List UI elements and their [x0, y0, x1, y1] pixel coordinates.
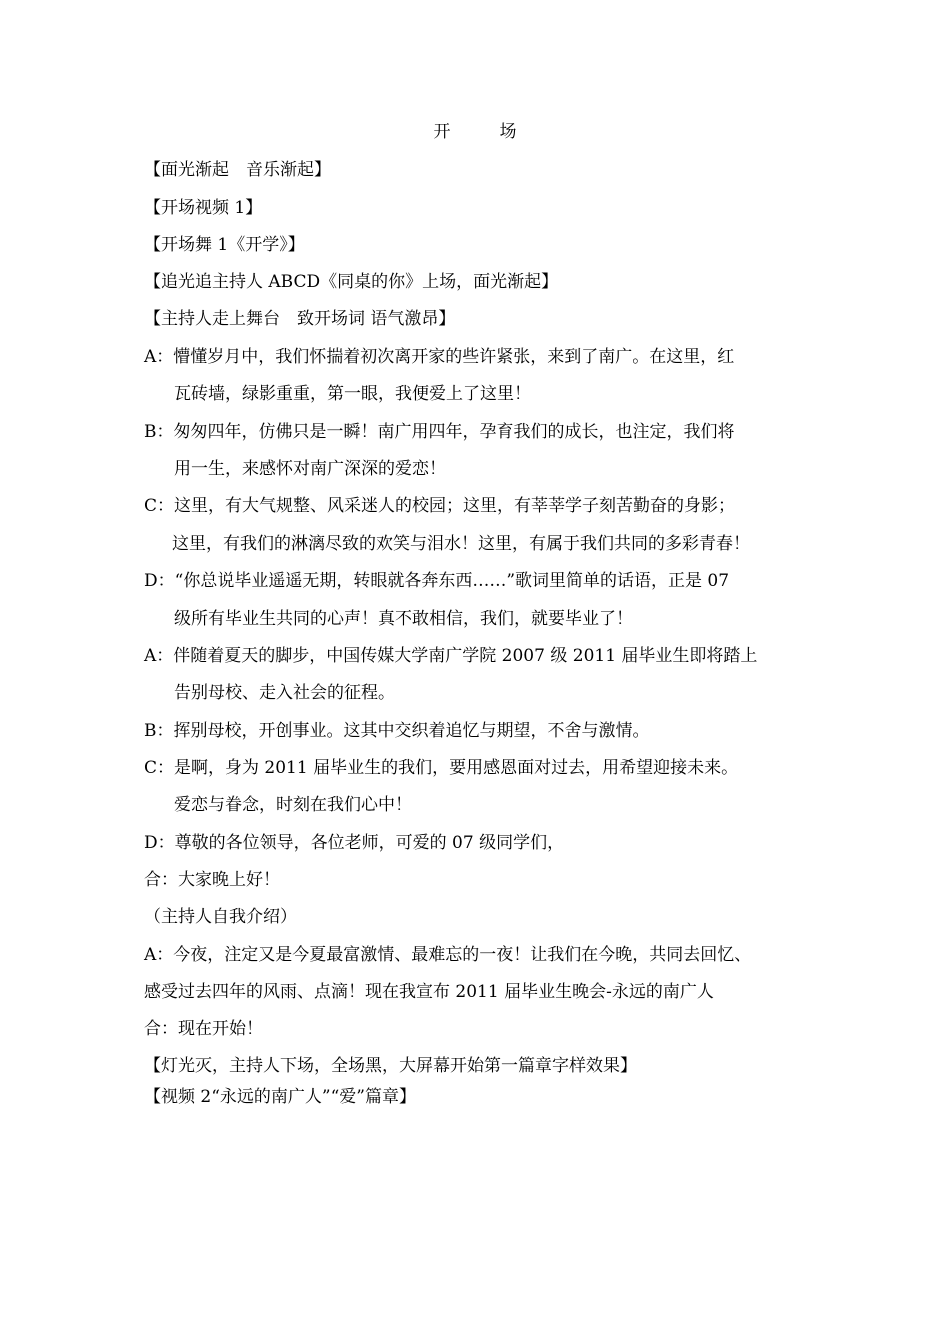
script-line: B：挥别母校，开创事业。这其中交织着追忆与期望，不舍与激情。 — [144, 721, 650, 741]
stage-direction: 【视频 2“永远的南广人”“爱”篇章】 — [144, 1087, 416, 1107]
stage-direction: 【面光渐起 音乐渐起】 — [144, 160, 331, 180]
script-line: D：“你总说毕业遥遥无期，转眼就各奔东西……”歌词里简单的话语，正是 07 — [144, 571, 730, 591]
stage-direction: 【追光追主持人 ABCD《同桌的你》上场，面光渐起】 — [144, 272, 559, 292]
script-line: 合：大家晚上好！ — [144, 870, 280, 890]
script-line-continued: 这里，有我们的淋漓尽致的欢笑与泪水！这里，有属于我们共同的多彩青春！ — [172, 534, 750, 554]
script-line: A：伴随着夏天的脚步，中国传媒大学南广学院 2007 级 2011 届毕业生即将踏上 — [144, 646, 758, 666]
script-line: B：匆匆四年，仿佛只是一瞬！南广用四年，孕育我们的成长，也注定，我们将 — [144, 422, 735, 442]
stage-direction: 【开场视频 1】 — [144, 198, 263, 218]
script-line: C：这里，有大气规整、风采迷人的校园；这里，有莘莘学子刻苦勤奋的身影； — [144, 496, 736, 516]
script-line: C：是啊，身为 2011 届毕业生的我们，要用感恩面对过去，用希望迎接未来。 — [144, 758, 739, 778]
script-line-continued: 告别母校、走入社会的征程。 — [174, 683, 395, 703]
stage-direction: 【主持人走上舞台 致开场词 语气激昂】 — [144, 309, 456, 329]
stage-note: （主持人自我介绍） — [144, 907, 297, 927]
script-line-continued: 级所有毕业生共同的心声！真不敢相信，我们，就要毕业了！ — [174, 609, 633, 629]
script-line: 合：现在开始！ — [144, 1019, 263, 1039]
script-line-continued: 用一生，来感怀对南广深深的爱恋！ — [174, 459, 446, 479]
script-line: 感受过去四年的风雨、点滴！现在我宣布 2011 届毕业生晚会-永远的南广人 — [144, 982, 714, 1002]
script-line: A：今夜，注定又是今夏最富激情、最难忘的一夜！让我们在今晚，共同去回忆、 — [144, 945, 752, 965]
script-line-continued: 爱恋与眷念，时刻在我们心中！ — [174, 795, 412, 815]
stage-direction: 【开场舞 1《开学》】 — [144, 235, 305, 255]
section-title: 开 场 — [433, 122, 533, 142]
script-line-continued: 瓦砖墙，绿影重重，第一眼，我便爱上了这里！ — [174, 384, 531, 404]
script-line: D：尊敬的各位领导，各位老师，可爱的 07 级同学们， — [144, 833, 565, 853]
stage-direction: 【灯光灭，主持人下场，全场黑，大屏幕开始第一篇章字样效果】 — [144, 1056, 637, 1076]
script-line: A：懵懂岁月中，我们怀揣着初次离开家的些许紧张，来到了南广。在这里，红 — [144, 347, 735, 367]
